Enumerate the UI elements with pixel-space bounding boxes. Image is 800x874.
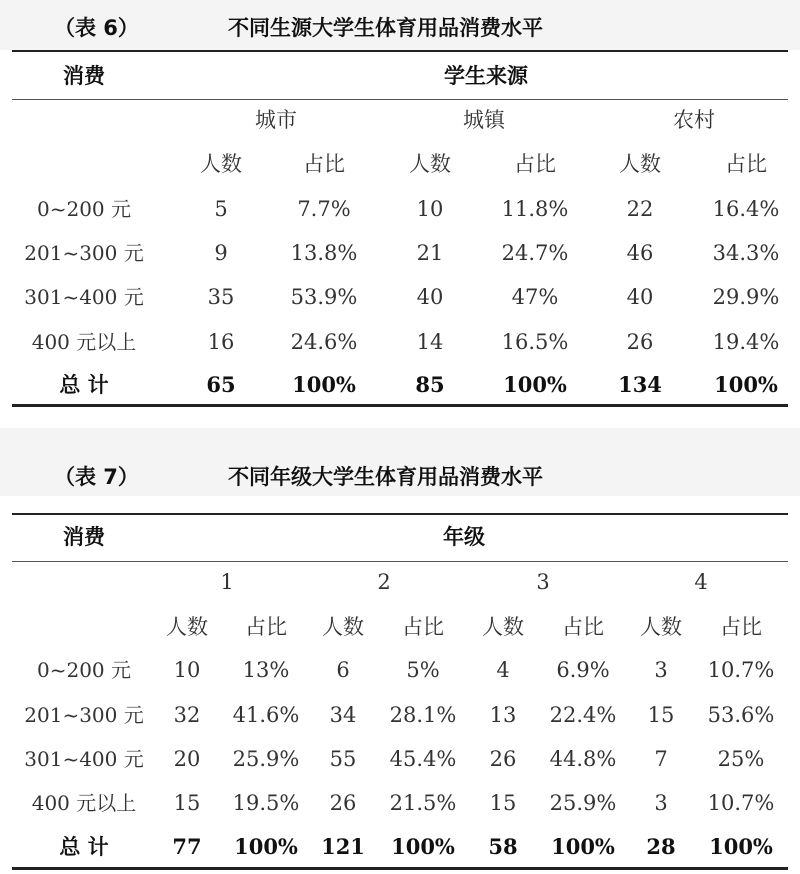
table-cell: 26 [489, 747, 517, 771]
subheader-count: 人数 [322, 615, 364, 639]
table-6-caption [0, 0, 800, 50]
group-header: 学生来源 [444, 64, 528, 88]
table-cell: 5% [406, 658, 440, 682]
table-cell: 41.6% [232, 703, 300, 727]
total-cell: 134 [618, 372, 662, 397]
table-cell: 44.8% [549, 747, 617, 771]
subheader-ratio: 占比 [720, 615, 762, 639]
total-cell: 65 [206, 372, 236, 397]
table-cell: 20 [173, 747, 201, 771]
table-cell: 13% [242, 658, 290, 682]
group-label: 农村 [673, 108, 715, 132]
table-cell: 22 [626, 197, 654, 221]
table-7-caption [0, 449, 800, 496]
table-cell: 53.6% [707, 703, 775, 727]
table-cell: 35 [207, 285, 235, 309]
table-cell: 55 [329, 747, 357, 771]
table-cell: 7.7% [297, 197, 351, 221]
subheader-count: 人数 [200, 152, 242, 176]
table-cell: 40 [416, 285, 444, 309]
total-cell: 58 [488, 834, 518, 859]
table-cell: 25.9% [549, 791, 617, 815]
subheader-count: 人数 [409, 152, 451, 176]
group-label: 1 [220, 570, 234, 594]
row-label: 201~300 元 [24, 241, 144, 265]
table-cell: 15 [489, 791, 517, 815]
group-label: 2 [377, 570, 391, 594]
row-label: 400 元以上 [31, 791, 137, 815]
header-rule [12, 99, 788, 100]
subheader-ratio: 占比 [402, 615, 444, 639]
table-number: （表 7） [54, 465, 139, 489]
table-top-rule [12, 50, 788, 52]
total-cell: 100% [234, 834, 298, 859]
table-cell: 40 [626, 285, 654, 309]
group-label: 城镇 [463, 108, 505, 132]
table-cell: 53.9% [290, 285, 358, 309]
subheader-ratio: 占比 [303, 152, 345, 176]
table-cell: 15 [647, 703, 675, 727]
table-cell: 10 [416, 197, 444, 221]
total-cell: 100% [714, 372, 778, 397]
row-label: 0~200 元 [36, 658, 132, 682]
table-cell: 24.7% [501, 241, 569, 265]
total-label: 总 计 [59, 835, 109, 859]
table-cell: 10.7% [707, 658, 775, 682]
table-cell: 9 [214, 241, 228, 265]
subheader-count: 人数 [640, 615, 682, 639]
row-header: 消费 [63, 525, 105, 549]
group-header: 年级 [443, 525, 485, 549]
table-cell: 16 [207, 330, 235, 354]
row-header: 消费 [63, 64, 105, 88]
table-cell: 3 [654, 658, 668, 682]
total-cell: 28 [646, 834, 676, 859]
total-cell: 100% [551, 834, 615, 859]
table-cell: 47% [511, 285, 559, 309]
table-cell: 29.9% [712, 285, 780, 309]
table-cell: 6.9% [556, 658, 610, 682]
subheader-ratio: 占比 [725, 152, 767, 176]
table-cell: 21 [416, 241, 444, 265]
table-cell: 28.1% [389, 703, 457, 727]
table-cell: 13 [489, 703, 517, 727]
total-cell: 100% [503, 372, 567, 397]
table-cell: 7 [654, 747, 668, 771]
subheader-count: 人数 [619, 152, 661, 176]
table-6-panel [0, 0, 800, 428]
table-top-rule [12, 513, 788, 515]
subheader-count: 人数 [482, 615, 524, 639]
subheader-ratio: 占比 [514, 152, 556, 176]
total-label: 总 计 [59, 373, 109, 397]
table-cell: 11.8% [501, 197, 569, 221]
subheader-ratio: 占比 [245, 615, 287, 639]
table-cell: 22.4% [549, 703, 617, 727]
group-label: 3 [536, 570, 550, 594]
table-cell: 19.5% [232, 791, 300, 815]
table-cell: 15 [173, 791, 201, 815]
table-cell: 24.6% [290, 330, 358, 354]
table-cell: 10 [173, 658, 201, 682]
total-cell: 100% [391, 834, 455, 859]
group-label: 城市 [255, 108, 297, 132]
table-cell: 13.8% [290, 241, 358, 265]
total-cell: 100% [709, 834, 773, 859]
table-cell: 25.9% [232, 747, 300, 771]
table-cell: 4 [496, 658, 510, 682]
table-cell: 19.4% [712, 330, 780, 354]
table-cell: 26 [626, 330, 654, 354]
table-cell: 16.4% [712, 197, 780, 221]
table-cell: 34 [329, 703, 357, 727]
total-cell: 121 [321, 834, 365, 859]
total-cell: 85 [415, 372, 445, 397]
table-7-panel [0, 449, 800, 874]
table-cell: 25% [717, 747, 765, 771]
table-cell: 26 [329, 791, 357, 815]
header-rule [12, 561, 788, 562]
subheader-count: 人数 [166, 615, 208, 639]
table-cell: 34.3% [712, 241, 780, 265]
table-cell: 46 [626, 241, 654, 265]
table-title: 不同生源大学生体育用品消费水平 [228, 16, 543, 40]
row-label: 0~200 元 [36, 197, 132, 221]
table-cell: 5 [214, 197, 228, 221]
table-cell: 6 [336, 658, 350, 682]
row-label: 400 元以上 [31, 330, 137, 354]
table-bottom-rule [12, 867, 788, 870]
total-cell: 77 [172, 834, 202, 859]
table-cell: 3 [654, 791, 668, 815]
group-label: 4 [694, 570, 708, 594]
row-label: 301~400 元 [24, 285, 144, 309]
row-label: 301~400 元 [24, 747, 144, 771]
table-cell: 32 [173, 703, 201, 727]
table-cell: 10.7% [707, 791, 775, 815]
table-cell: 16.5% [501, 330, 569, 354]
table-cell: 21.5% [389, 791, 457, 815]
row-label: 201~300 元 [24, 703, 144, 727]
subheader-ratio: 占比 [562, 615, 604, 639]
table-number: （表 6） [54, 16, 139, 40]
table-title: 不同年级大学生体育用品消费水平 [228, 465, 543, 489]
table-cell: 14 [416, 330, 444, 354]
table-bottom-rule [12, 404, 788, 407]
table-cell: 45.4% [389, 747, 457, 771]
total-cell: 100% [292, 372, 356, 397]
